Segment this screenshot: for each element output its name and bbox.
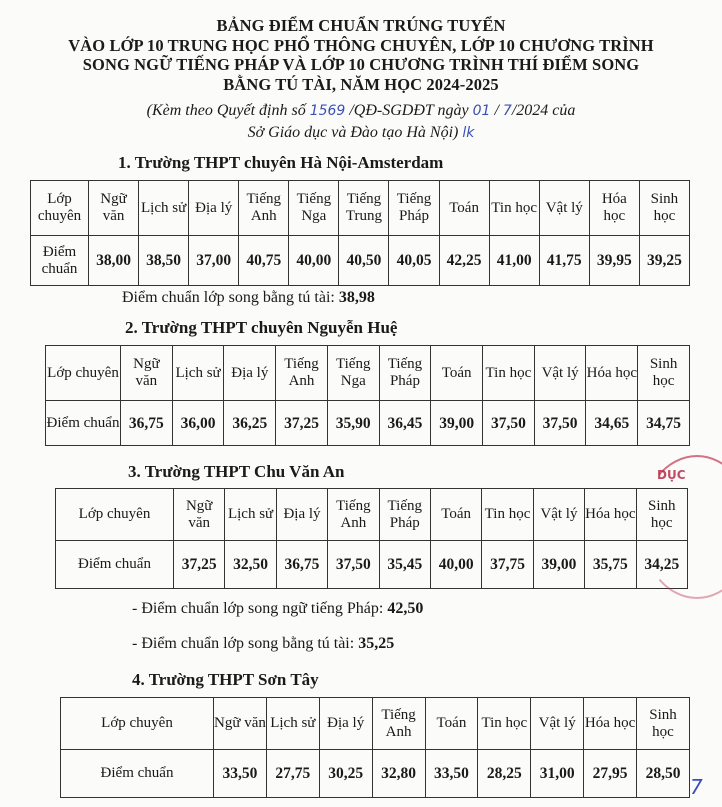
title-line-4: BẰNG TÚ TÀI, NĂM HỌC 2024-2025 xyxy=(223,74,499,94)
subject-header: Lịch sử xyxy=(172,346,224,401)
note-value: 35,25 xyxy=(358,635,395,652)
subject-header: Toán xyxy=(425,698,478,750)
note-label: - Điểm chuẩn lớp song bằng tú tài: xyxy=(132,635,355,652)
subject-header: Tiếng Pháp xyxy=(389,181,439,236)
subject-header: Toán xyxy=(431,346,483,401)
score-cell: 42,25 xyxy=(439,236,489,286)
table-score-row xyxy=(56,541,688,589)
subject-header: Tiếng Anh xyxy=(328,489,379,541)
subject-header: Sinh học xyxy=(639,181,689,236)
table-header-row xyxy=(61,698,690,750)
score-cell: 39,25 xyxy=(639,236,689,286)
decision-year: /2024 của xyxy=(511,102,576,119)
score-cell: 37,25 xyxy=(174,541,225,589)
subject-header: Ngữ văn xyxy=(121,346,173,401)
issuer-line xyxy=(0,122,722,144)
score-cell: 37,50 xyxy=(328,541,379,589)
subject-header: Tin học xyxy=(483,346,535,401)
handwritten-page-number: 7 xyxy=(690,775,703,799)
score-cell: 35,90 xyxy=(327,401,379,446)
table-header-row xyxy=(56,489,688,541)
subject-header: Tiếng Anh xyxy=(276,346,328,401)
row-label-val: Điểm chuẩn xyxy=(46,401,121,446)
score-cell: 38,50 xyxy=(139,236,189,286)
score-cell: 40,00 xyxy=(289,236,339,286)
table-score-row xyxy=(61,750,690,798)
decision-reference xyxy=(0,100,722,122)
subject-header: Lịch sử xyxy=(139,181,189,236)
row-label-head: Lớp chuyên xyxy=(61,698,214,750)
score-cell: 37,25 xyxy=(276,401,328,446)
subject-header: Sinh học xyxy=(636,489,687,541)
section-1-title: 1. Trường THPT chuyên Hà Nội-Amsterdam xyxy=(118,153,444,172)
score-cell: 39,00 xyxy=(431,401,483,446)
table-score-row xyxy=(46,401,690,446)
score-cell: 37,00 xyxy=(189,236,239,286)
subject-header: Lịch sử xyxy=(266,698,319,750)
document-header xyxy=(0,16,722,144)
subject-header: Toán xyxy=(439,181,489,236)
section-4-title: 4. Trường THPT Sơn Tây xyxy=(132,670,319,689)
subject-header: Lịch sử xyxy=(225,489,276,541)
score-cell: 39,95 xyxy=(589,236,639,286)
score-cell: 36,45 xyxy=(379,401,431,446)
decision-number: 1569 xyxy=(309,103,346,119)
score-cell: 34,25 xyxy=(636,541,687,589)
subject-header: Hóa học xyxy=(586,346,638,401)
table-header-row xyxy=(31,181,690,236)
section-3-table xyxy=(55,488,688,589)
subject-header: Tin học xyxy=(489,181,539,236)
row-label-head: Lớp chuyên xyxy=(31,181,89,236)
title-line-3: SONG NGỮ TIẾNG PHÁP VÀ LỚP 10 CHƯƠNG TRÌNH THÍ ĐIỂM SONG xyxy=(82,55,640,74)
row-label-val: Điểm chuẩn xyxy=(61,750,214,798)
subject-header: Ngữ văn xyxy=(174,489,225,541)
section-1-note-1 xyxy=(122,289,375,307)
score-cell: 36,75 xyxy=(121,401,173,446)
subject-header: Địa lý xyxy=(224,346,276,401)
subject-header: Địa lý xyxy=(276,489,327,541)
section-3-title: 3. Trường THPT Chu Văn An xyxy=(128,462,345,481)
subject-header: Tiếng Anh xyxy=(372,698,425,750)
decision-month: 7 xyxy=(502,103,512,119)
score-cell: 37,50 xyxy=(483,401,535,446)
section-3-note-1 xyxy=(132,600,423,618)
score-cell: 31,00 xyxy=(531,750,584,798)
score-cell: 41,75 xyxy=(539,236,589,286)
table-header-row xyxy=(46,346,690,401)
subject-header: Hóa học xyxy=(584,698,637,750)
stamp-text: DỤC xyxy=(657,468,686,482)
decision-prefix: (Kèm theo Quyết định số xyxy=(146,102,306,119)
score-cell: 41,00 xyxy=(489,236,539,286)
score-cell: 35,75 xyxy=(585,541,636,589)
note-label: - Điểm chuẩn lớp song ngữ tiếng Pháp: xyxy=(132,600,384,617)
subject-header: Vật lý xyxy=(531,698,584,750)
row-label-val: Điểm chuẩn xyxy=(31,236,89,286)
score-cell: 36,00 xyxy=(172,401,224,446)
subject-header: Tiếng Pháp xyxy=(379,489,430,541)
section-4-table xyxy=(60,697,690,798)
score-cell: 35,45 xyxy=(379,541,430,589)
score-cell: 39,00 xyxy=(533,541,584,589)
subject-header: Tin học xyxy=(482,489,533,541)
subject-header: Địa lý xyxy=(319,698,372,750)
score-cell: 33,50 xyxy=(425,750,478,798)
note-value: 42,50 xyxy=(387,600,424,617)
score-cell: 40,75 xyxy=(239,236,289,286)
note-value: 38,98 xyxy=(338,289,375,306)
subject-header: Sinh học xyxy=(638,346,690,401)
handwritten-initials: lk xyxy=(462,125,475,141)
score-cell: 32,80 xyxy=(372,750,425,798)
score-cell: 37,50 xyxy=(534,401,586,446)
score-cell: 32,50 xyxy=(225,541,276,589)
score-cell: 30,25 xyxy=(319,750,372,798)
subject-header: Ngữ văn xyxy=(214,698,267,750)
subject-header: Tin học xyxy=(478,698,531,750)
title-line-1: BẢNG ĐIỂM CHUẨN TRÚNG TUYỂN xyxy=(216,16,506,35)
subject-header: Tiếng Nga xyxy=(289,181,339,236)
row-label-head: Lớp chuyên xyxy=(46,346,121,401)
subject-header: Vật lý xyxy=(533,489,584,541)
score-cell: 27,75 xyxy=(266,750,319,798)
section-2-table xyxy=(45,345,690,446)
score-cell: 36,25 xyxy=(224,401,276,446)
subject-header: Tiếng Nga xyxy=(327,346,379,401)
subject-header: Toán xyxy=(430,489,481,541)
score-cell: 27,95 xyxy=(584,750,637,798)
subject-header: Tiếng Trung xyxy=(339,181,389,236)
score-cell: 34,75 xyxy=(638,401,690,446)
subject-header: Hóa học xyxy=(585,489,636,541)
score-cell: 34,65 xyxy=(586,401,638,446)
score-cell: 38,00 xyxy=(89,236,139,286)
issuer: Sở Giáo dục và Đào tạo Hà Nội) xyxy=(247,124,459,141)
note-label: Điểm chuẩn lớp song bằng tú tài: xyxy=(122,289,335,306)
subject-header: Địa lý xyxy=(189,181,239,236)
score-cell: 40,50 xyxy=(339,236,389,286)
section-1-table xyxy=(30,180,690,286)
section-2-title: 2. Trường THPT chuyên Nguyễn Huệ xyxy=(125,318,398,337)
section-3-note-2 xyxy=(132,635,394,653)
subject-header: Vật lý xyxy=(539,181,589,236)
score-cell: 36,75 xyxy=(276,541,327,589)
subject-header: Tiếng Pháp xyxy=(379,346,431,401)
subject-header: Ngữ văn xyxy=(89,181,139,236)
score-cell: 33,50 xyxy=(214,750,267,798)
score-cell: 40,05 xyxy=(389,236,439,286)
title-line-2: VÀO LỚP 10 TRUNG HỌC PHỔ THÔNG CHUYÊN, LỚP 10 CHƯƠNG TRÌNH xyxy=(68,35,654,55)
score-cell: 40,00 xyxy=(430,541,481,589)
decision-mid: /QĐ-SGDĐT ngày xyxy=(349,102,469,119)
subject-header: Vật lý xyxy=(534,346,586,401)
score-cell: 37,75 xyxy=(482,541,533,589)
table-score-row xyxy=(31,236,690,286)
score-cell: 28,50 xyxy=(637,750,690,798)
row-label-head: Lớp chuyên xyxy=(56,489,174,541)
decision-day: 01 xyxy=(472,103,491,119)
row-label-val: Điểm chuẩn xyxy=(56,541,174,589)
subject-header: Sinh học xyxy=(637,698,690,750)
score-cell: 28,25 xyxy=(478,750,531,798)
decision-sep: / xyxy=(494,102,499,119)
subject-header: Tiếng Anh xyxy=(239,181,289,236)
subject-header: Hóa học xyxy=(589,181,639,236)
